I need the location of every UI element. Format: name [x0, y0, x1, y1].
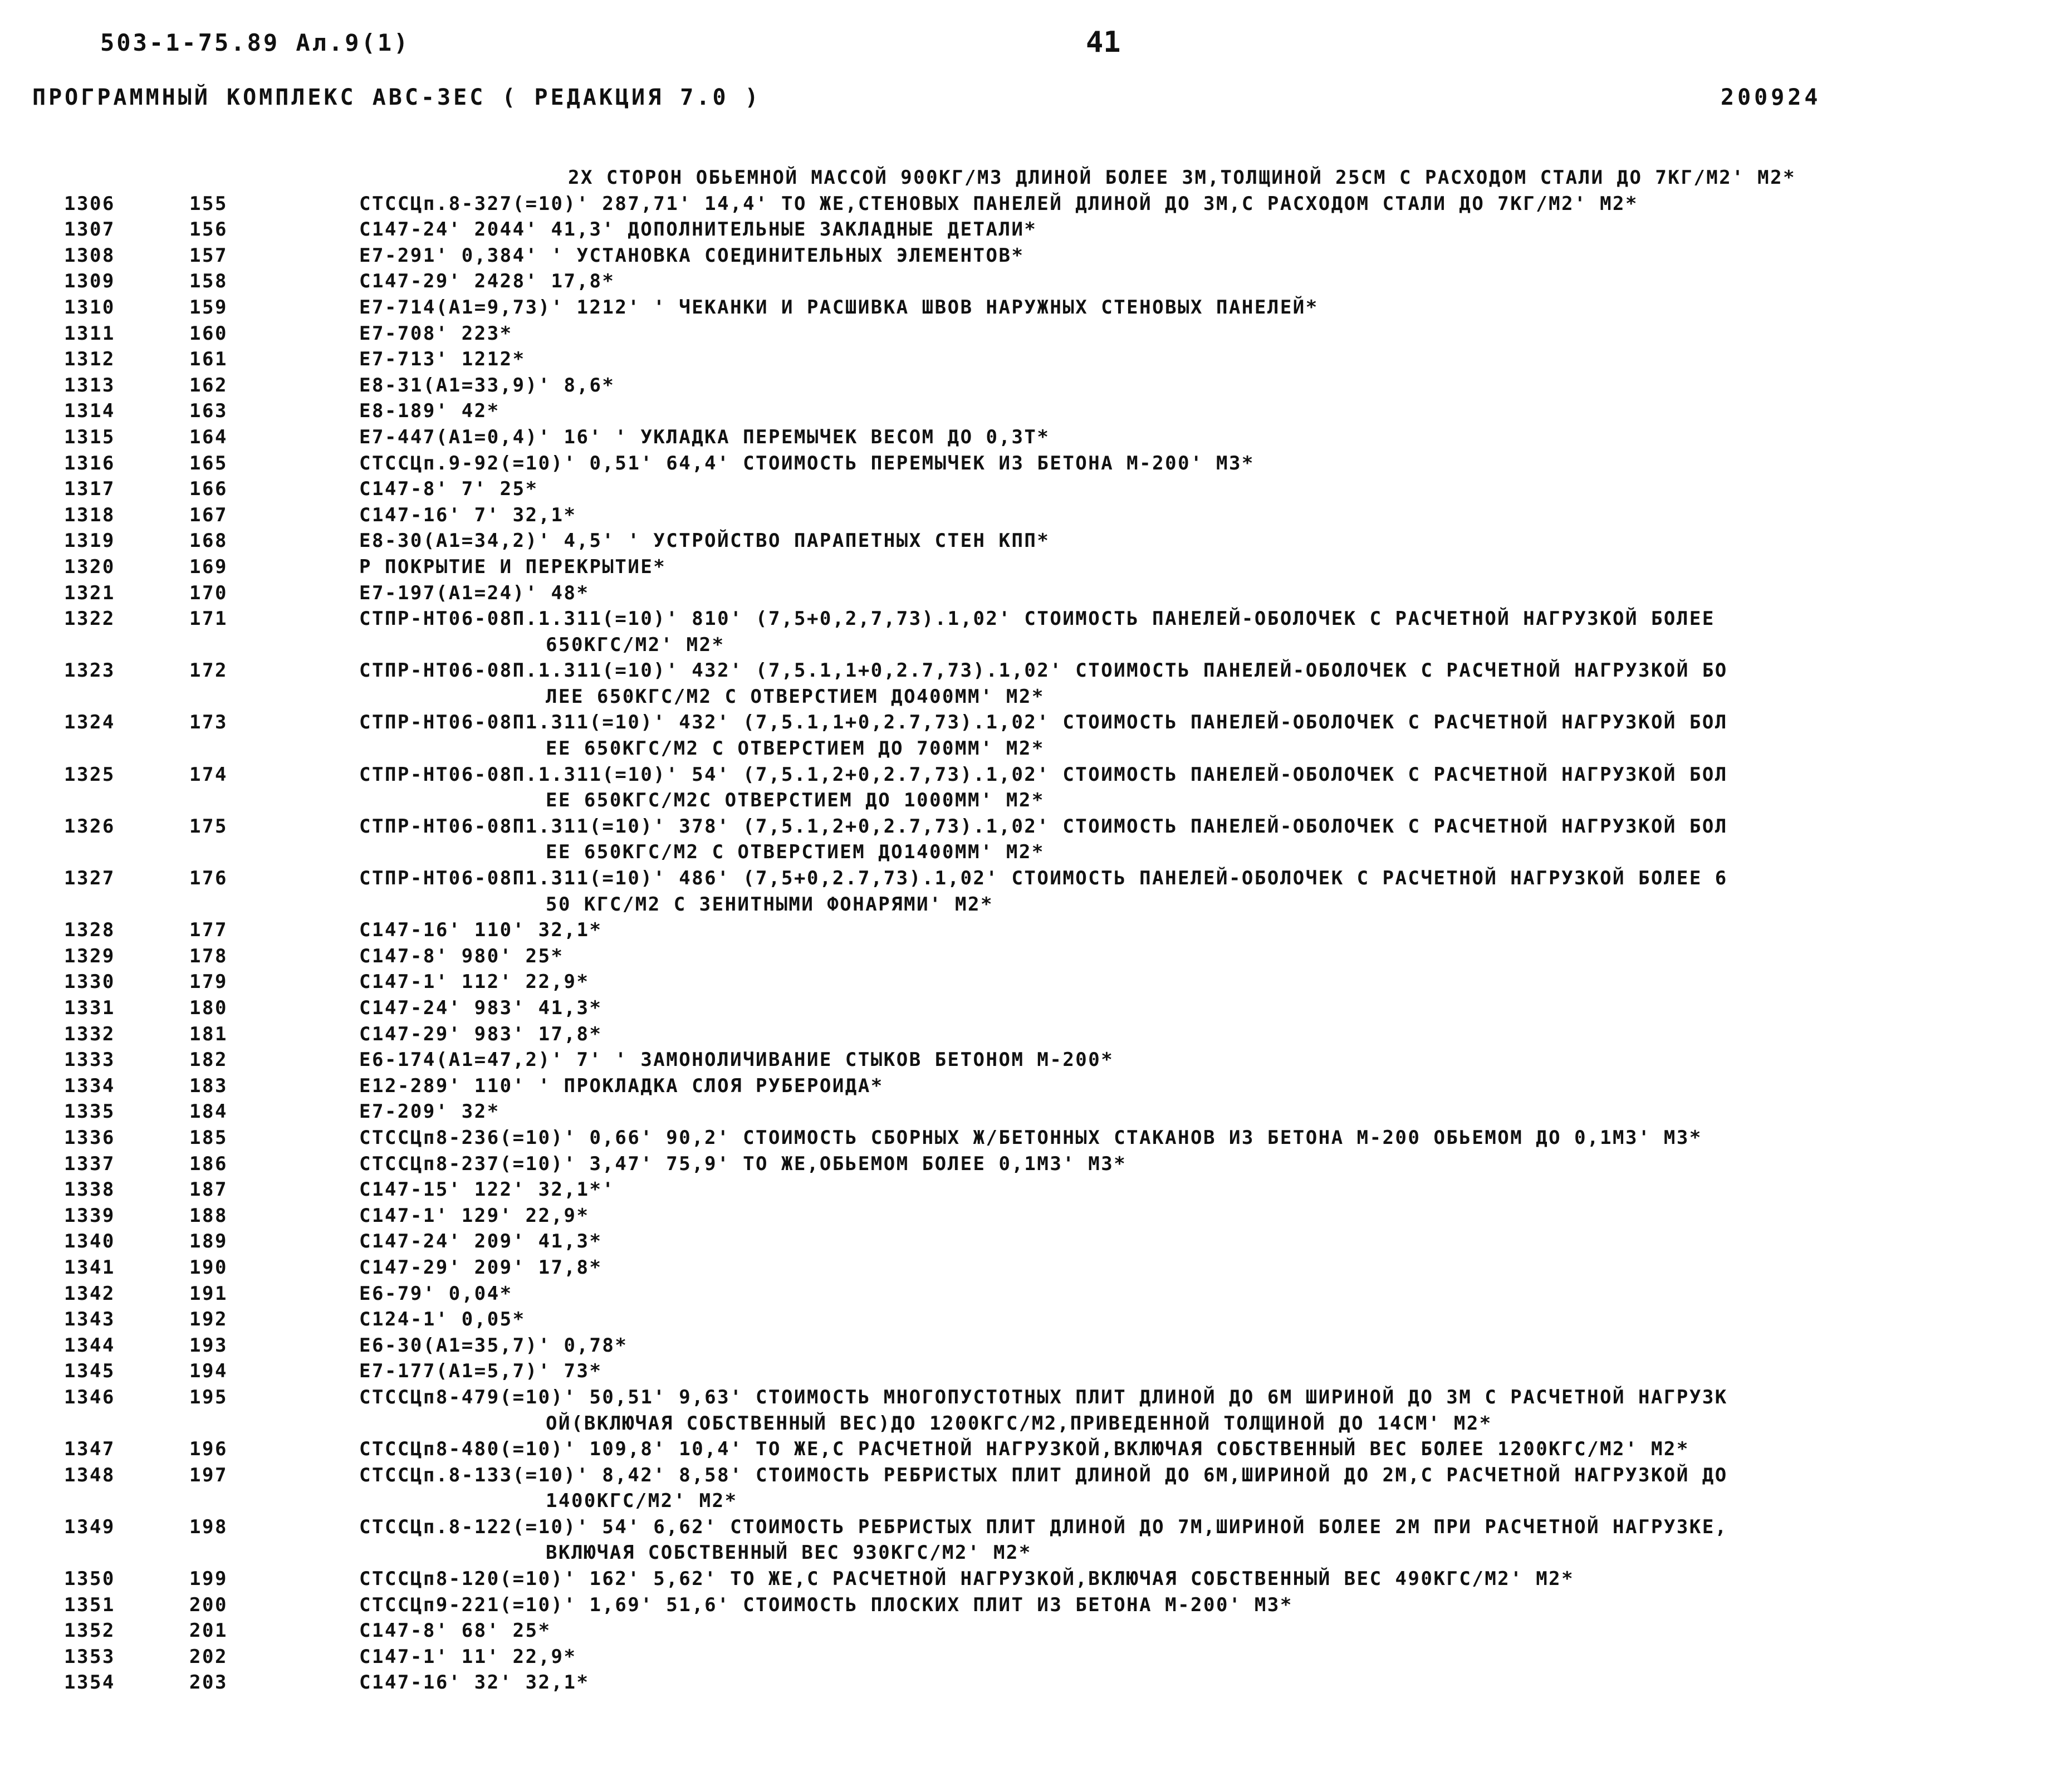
line-number: 1319: [64, 530, 115, 552]
line-text: С147-29' 209' 17,8*: [359, 1256, 603, 1279]
listing-row: [0, 606, 2072, 632]
listing-row: [0, 1125, 2072, 1151]
line-text: С147-24' 2044' 41,3' ДОПОЛНИТЕЛЬНЫЕ ЗАКЛАДНЫЕ ДЕТАЛИ*: [359, 218, 1037, 241]
line-text: 1400КГС/М2' М2*: [546, 1490, 738, 1513]
item-number: 187: [189, 1178, 228, 1201]
line-number: 1352: [64, 1620, 115, 1642]
line-text: С147-8' 68' 25*: [359, 1620, 551, 1642]
item-number: 200: [189, 1593, 228, 1616]
item-number: 170: [189, 581, 228, 604]
listing-row: [0, 1047, 2072, 1073]
line-number: 1320: [64, 555, 115, 578]
line-number: 1333: [64, 1049, 115, 1072]
line-number: 1349: [64, 1515, 115, 1538]
line-text: СТССЦп9-221(=10)' 1,69' 51,6' СТОИМОСТЬ ПЛОСКИХ ПЛИТ ИЗ БЕТОНА М-200' М3*: [359, 1593, 1293, 1616]
listing-row: [0, 268, 2072, 295]
line-text: С147-16' 32' 32,1*: [359, 1671, 590, 1694]
line-text: 2Х СТОРОН ОБЬЕМНОЙ МАССОЙ 900КГ/М3 ДЛИНОЙ БОЛЕЕ 3М,ТОЛЩИНОЙ 25СМ С РАСХОДОМ СТАЛИ ДО 7КГ/М2' М2*: [568, 167, 1796, 189]
line-number: 1318: [64, 503, 115, 526]
item-number: 158: [189, 270, 228, 293]
line-number: 1330: [64, 971, 115, 994]
listing-row: [0, 632, 2072, 658]
item-number: 169: [189, 555, 228, 578]
listing-row: [0, 1670, 2072, 1696]
listing-row: [0, 969, 2072, 995]
listing-row: [0, 1021, 2072, 1048]
line-number: 1339: [64, 1204, 115, 1227]
line-number: 1311: [64, 322, 115, 345]
line-number: 1351: [64, 1593, 115, 1616]
line-text: С124-1' 0,05*: [359, 1308, 526, 1331]
item-number: 183: [189, 1074, 228, 1097]
line-text: Е6-79' 0,04*: [359, 1282, 513, 1305]
line-number: 1343: [64, 1308, 115, 1331]
listing-row: [0, 762, 2072, 788]
item-number: 175: [189, 815, 228, 838]
listing-row: [0, 943, 2072, 970]
listing-row: [0, 995, 2072, 1021]
listing-row: [0, 528, 2072, 554]
item-number: 179: [189, 971, 228, 994]
line-text: С147-8' 7' 25*: [359, 478, 538, 501]
item-number: 186: [189, 1152, 228, 1175]
line-text: С147-8' 980' 25*: [359, 945, 564, 967]
line-text: ЛЕЕ 650КГС/М2 С ОТВЕРСТИЕМ ДО400ММ' М2*: [546, 685, 1045, 708]
listing-row: [0, 1229, 2072, 1255]
line-text: С147-29' 2428' 17,8*: [359, 270, 615, 293]
line-number: 1312: [64, 348, 115, 371]
report-code: 200924: [1721, 85, 1821, 110]
listing-row: [0, 1281, 2072, 1307]
estimate-listing: [0, 165, 2072, 1696]
line-text: Е7-291' 0,384' ' УСТАНОВКА СОЕДИНИТЕЛЬНЫХ ЭЛЕМЕНТОВ*: [359, 244, 1025, 267]
item-number: 157: [189, 244, 228, 267]
item-number: 167: [189, 503, 228, 526]
listing-row: [0, 1436, 2072, 1462]
line-text: СТПР-НТ06-08П.1.311(=10)' 432' (7,5.1,1+0,2.7,73).1,02' СТОИМОСТЬ ПАНЕЛЕЙ-ОБОЛОЧЕК С РАСЧЕТНОЙ НАГРУЗКОЙ БО: [359, 659, 1728, 682]
line-text: С147-29' 983' 17,8*: [359, 1022, 603, 1045]
line-text: СТССЦп.8-327(=10)' 287,71' 14,4' ТО ЖЕ,СТЕНОВЫХ ПАНЕЛЕЙ ДЛИНОЙ ДО 3М,С РАСХОДОМ СТАЛИ ДО 7КГ/М2' М2*: [359, 192, 1638, 215]
item-number: 166: [189, 478, 228, 501]
listing-row: [0, 710, 2072, 736]
item-number: 174: [189, 763, 228, 786]
line-text: С147-16' 7' 32,1*: [359, 503, 577, 526]
line-text: СТССЦп8-479(=10)' 50,51' 9,63' СТОИМОСТЬ МНОГОПУСТОТНЫХ ПЛИТ ДЛИНОЙ ДО 6М ШИРИНОЙ ДО 3М С РАСЧЕТНОЙ НАГРУЗК: [359, 1386, 1728, 1408]
line-number: 1336: [64, 1126, 115, 1149]
line-text: СТССЦп8-120(=10)' 162' 5,62' ТО ЖЕ,С РАСЧЕТНОЙ НАГРУЗКОЙ,ВКЛЮЧАЯ СОБСТВЕННЫЙ ВЕС 490КГС/М2' М2*: [359, 1568, 1575, 1591]
item-number: 203: [189, 1671, 228, 1694]
line-text: ЕЕ 650КГС/М2С ОТВЕРСТИЕМ ДО 1000ММ' М2*: [546, 789, 1045, 812]
listing-row: [0, 787, 2072, 814]
item-number: 176: [189, 867, 228, 890]
listing-row: [0, 1151, 2072, 1177]
line-number: 1323: [64, 659, 115, 682]
listing-row: [0, 346, 2072, 373]
line-number: 1314: [64, 400, 115, 423]
line-text: СТССЦп8-237(=10)' 3,47' 75,9' ТО ЖЕ,ОБЬЕМОМ БОЛЕЕ 0,1М3' М3*: [359, 1152, 1127, 1175]
item-number: 172: [189, 659, 228, 682]
line-number: 1327: [64, 867, 115, 890]
line-text: Е6-174(А1=47,2)' 7' ' ЗАМОНОЛИЧИВАНИЕ СТЫКОВ БЕТОНОМ М-200*: [359, 1049, 1114, 1072]
listing-row: [0, 451, 2072, 477]
listing-row: [0, 1384, 2072, 1411]
listing-row: [0, 1333, 2072, 1359]
line-number: 1338: [64, 1178, 115, 1201]
line-text: Е12-289' 110' ' ПРОКЛАДКА СЛОЯ РУБЕРОИДА*: [359, 1074, 884, 1097]
item-number: 178: [189, 945, 228, 967]
line-number: 1329: [64, 945, 115, 967]
listing-row: [0, 580, 2072, 606]
line-number: 1335: [64, 1100, 115, 1123]
listing-row: [0, 1358, 2072, 1384]
line-text: Р ПОКРЫТИЕ И ПЕРЕКРЫТИЕ*: [359, 555, 667, 578]
item-number: 177: [189, 919, 228, 942]
line-text: СТПР-НТ06-08П1.311(=10)' 432' (7,5.1,1+0,2.7,73).1,02' СТОИМОСТЬ ПАНЕЛЕЙ-ОБОЛОЧЕК С РАСЧЕТНОЙ НАГРУЗКОЙ БОЛ: [359, 711, 1728, 734]
line-number: 1321: [64, 581, 115, 604]
line-number: 1316: [64, 452, 115, 474]
program-title: ПРОГРАММНЫЙ КОМПЛЕКС АВС-ЗЕС ( РЕДАКЦИЯ 7.0 ): [32, 85, 761, 110]
listing-row: [0, 736, 2072, 762]
listing-row: [0, 684, 2072, 710]
listing-row: [0, 1073, 2072, 1099]
listing-row: [0, 865, 2072, 892]
line-text: 650КГС/М2' М2*: [546, 633, 725, 656]
line-text: СТПР-НТ06-08П1.311(=10)' 486' (7,5+0,2.7,73).1,02' СТОИМОСТЬ ПАНЕЛЕЙ-ОБОЛОЧЕК С РАСЧЕТНОЙ НАГРУЗКОЙ БОЛЕЕ 6: [359, 867, 1728, 890]
item-number: 168: [189, 530, 228, 552]
line-number: 1331: [64, 997, 115, 1019]
line-text: ВКЛЮЧАЯ СОБСТВЕННЫЙ ВЕС 930КГС/М2' М2*: [546, 1542, 1032, 1564]
page-number: 41: [1086, 26, 1121, 59]
line-text: СТССЦп.8-133(=10)' 8,42' 8,58' СТОИМОСТЬ РЕБРИСТЫХ ПЛИТ ДЛИНОЙ ДО 6М,ШИРИНОЙ ДО 2М,С РАСЧЕТНОЙ НАГРУЗКОЙ ДО: [359, 1464, 1728, 1486]
item-number: 162: [189, 374, 228, 397]
line-text: ЕЕ 650КГС/М2 С ОТВЕРСТИЕМ ДО 700ММ' М2*: [546, 737, 1045, 760]
line-number: 1325: [64, 763, 115, 786]
line-text: С147-1' 129' 22,9*: [359, 1204, 590, 1227]
line-text: Е7-177(А1=5,7)' 73*: [359, 1360, 603, 1383]
item-number: 165: [189, 452, 228, 474]
line-number: 1344: [64, 1334, 115, 1357]
line-number: 1353: [64, 1645, 115, 1668]
line-text: Е7-197(А1=24)' 48*: [359, 581, 590, 604]
listing-row: [0, 917, 2072, 943]
item-number: 182: [189, 1049, 228, 1072]
item-number: 196: [189, 1438, 228, 1461]
listing-row: [0, 217, 2072, 243]
listing-row: [0, 1203, 2072, 1229]
item-number: 173: [189, 711, 228, 734]
listing-row: [0, 243, 2072, 269]
line-number: 1341: [64, 1256, 115, 1279]
line-number: 1354: [64, 1671, 115, 1694]
line-text: СТПР-НТ06-08П.1.311(=10)' 810' (7,5+0,2,7,73).1,02' СТОИМОСТЬ ПАНЕЛЕЙ-ОБОЛОЧЕК С РАСЧЕТНОЙ НАГРУЗКОЙ БОЛЕЕ: [359, 608, 1715, 630]
line-text: Е7-447(А1=0,4)' 16' ' УКЛАДКА ПЕРЕМЫЧЕК ВЕСОМ ДО 0,3Т*: [359, 425, 1050, 448]
item-number: 163: [189, 400, 228, 423]
item-number: 160: [189, 322, 228, 345]
item-number: 199: [189, 1568, 228, 1591]
line-text: СТССЦп8-236(=10)' 0,66' 90,2' СТОИМОСТЬ СБОРНЫХ Ж/БЕТОННЫХ СТАКАНОВ ИЗ БЕТОНА М-200 ОБЬЕМОМ ДО 0,1М3' М3*: [359, 1126, 1702, 1149]
line-text: Е7-714(А1=9,73)' 1212' ' ЧЕКАНКИ И РАСШИВКА ШВОВ НАРУЖНЫХ СТЕНОВЫХ ПАНЕЛЕЙ*: [359, 296, 1319, 319]
listing-row: [0, 1488, 2072, 1514]
line-number: 1322: [64, 608, 115, 630]
line-number: 1346: [64, 1386, 115, 1408]
item-number: 188: [189, 1204, 228, 1227]
line-text: С147-1' 11' 22,9*: [359, 1645, 577, 1668]
line-text: СТПР-НТ06-08П.1.311(=10)' 54' (7,5.1,2+0,2.7,73).1,02' СТОИМОСТЬ ПАНЕЛЕЙ-ОБОЛОЧЕК С РАСЧЕТНОЙ НАГРУЗКОЙ БОЛ: [359, 763, 1728, 786]
line-number: 1345: [64, 1360, 115, 1383]
item-number: 156: [189, 218, 228, 241]
line-number: 1309: [64, 270, 115, 293]
line-number: 1315: [64, 425, 115, 448]
line-text: Е7-209' 32*: [359, 1100, 500, 1123]
listing-row: [0, 1566, 2072, 1592]
line-number: 1347: [64, 1438, 115, 1461]
line-number: 1350: [64, 1568, 115, 1591]
listing-row: [0, 1462, 2072, 1489]
listing-row: [0, 1307, 2072, 1333]
listing-row: [0, 1177, 2072, 1203]
line-number: 1326: [64, 815, 115, 838]
line-number: 1337: [64, 1152, 115, 1175]
listing-row: [0, 814, 2072, 840]
item-number: 192: [189, 1308, 228, 1331]
listing-row: [0, 892, 2072, 918]
item-number: 190: [189, 1256, 228, 1279]
line-text: С147-15' 122' 32,1*': [359, 1178, 615, 1201]
line-text: Е6-30(А1=35,7)' 0,78*: [359, 1334, 628, 1357]
line-number: 1313: [64, 374, 115, 397]
listing-row: [0, 554, 2072, 580]
item-number: 197: [189, 1464, 228, 1486]
listing-row: [0, 1514, 2072, 1540]
listing-row: [0, 1592, 2072, 1618]
item-number: 164: [189, 425, 228, 448]
listing-row: [0, 1099, 2072, 1125]
listing-row: [0, 1411, 2072, 1437]
line-text: С147-16' 110' 32,1*: [359, 919, 603, 942]
listing-row: [0, 502, 2072, 529]
listing-row: [0, 424, 2072, 451]
line-number: 1328: [64, 919, 115, 942]
line-text: Е7-713' 1212*: [359, 348, 526, 371]
line-number: 1324: [64, 711, 115, 734]
item-number: 198: [189, 1515, 228, 1538]
line-number: 1308: [64, 244, 115, 267]
listing-row: [0, 1618, 2072, 1644]
line-text: С147-1' 112' 22,9*: [359, 971, 590, 994]
line-number: 1340: [64, 1230, 115, 1253]
listing-row: [0, 373, 2072, 399]
item-number: 171: [189, 608, 228, 630]
line-text: Е8-30(А1=34,2)' 4,5' ' УСТРОЙСТВО ПАРАПЕТНЫХ СТЕН КПП*: [359, 530, 1050, 552]
listing-row: [0, 1540, 2072, 1566]
listing-row: [0, 476, 2072, 502]
line-number: 1332: [64, 1022, 115, 1045]
line-text: С147-24' 983' 41,3*: [359, 997, 603, 1019]
item-number: 202: [189, 1645, 228, 1668]
listing-row: [0, 191, 2072, 217]
line-text: Е8-31(А1=33,9)' 8,6*: [359, 374, 615, 397]
line-number: 1307: [64, 218, 115, 241]
line-text: ОЙ(ВКЛЮЧАЯ СОБСТВЕННЫЙ ВЕС)ДО 1200КГС/М2,ПРИВЕДЕННОЙ ТОЛЩИНОЙ ДО 14СМ' М2*: [546, 1412, 1492, 1435]
listing-row: [0, 839, 2072, 865]
item-number: 193: [189, 1334, 228, 1357]
item-number: 191: [189, 1282, 228, 1305]
item-number: 180: [189, 997, 228, 1019]
line-number: 1348: [64, 1464, 115, 1486]
line-number: 1306: [64, 192, 115, 215]
listing-row: [0, 295, 2072, 321]
line-number: 1334: [64, 1074, 115, 1097]
listing-row: [0, 658, 2072, 684]
line-text: С147-24' 209' 41,3*: [359, 1230, 603, 1253]
item-number: 189: [189, 1230, 228, 1253]
item-number: 181: [189, 1022, 228, 1045]
line-number: 1310: [64, 296, 115, 319]
listing-row: [0, 1644, 2072, 1670]
listing-row: [0, 398, 2072, 424]
listing-row: [0, 165, 2072, 191]
line-text: СТССЦп8-480(=10)' 109,8' 10,4' ТО ЖЕ,С РАСЧЕТНОЙ НАГРУЗКОЙ,ВКЛЮЧАЯ СОБСТВЕННЫЙ ВЕС БОЛЕЕ 1200КГС/М2' М2*: [359, 1438, 1689, 1461]
item-number: 159: [189, 296, 228, 319]
line-text: СТССЦп.8-122(=10)' 54' 6,62' СТОИМОСТЬ РЕБРИСТЫХ ПЛИТ ДЛИНОЙ ДО 7М,ШИРИНОЙ БОЛЕЕ 2М ПРИ РАСЧЕТНОЙ НАГРУЗКЕ,: [359, 1515, 1728, 1538]
listing-row: [0, 321, 2072, 347]
line-text: СТПР-НТ06-08П1.311(=10)' 378' (7,5.1,2+0,2.7,73).1,02' СТОИМОСТЬ ПАНЕЛЕЙ-ОБОЛОЧЕК С РАСЧЕТНОЙ НАГРУЗКОЙ БОЛ: [359, 815, 1728, 838]
line-number: 1317: [64, 478, 115, 501]
line-text: Е7-708' 223*: [359, 322, 513, 345]
document-reference: 503-1-75.89 Ал.9(1): [100, 29, 410, 56]
line-number: 1342: [64, 1282, 115, 1305]
line-text: Е8-189' 42*: [359, 400, 500, 423]
line-text: ЕЕ 650КГС/М2 С ОТВЕРСТИЕМ ДО1400ММ' М2*: [546, 841, 1045, 864]
item-number: 185: [189, 1126, 228, 1149]
item-number: 195: [189, 1386, 228, 1408]
line-text: 50 КГС/М2 С ЗЕНИТНЫМИ ФОНАРЯМИ' М2*: [546, 893, 993, 916]
item-number: 184: [189, 1100, 228, 1123]
item-number: 201: [189, 1620, 228, 1642]
item-number: 155: [189, 192, 228, 215]
listing-row: [0, 1255, 2072, 1281]
item-number: 161: [189, 348, 228, 371]
item-number: 194: [189, 1360, 228, 1383]
line-text: СТССЦп.9-92(=10)' 0,51' 64,4' СТОИМОСТЬ ПЕРЕМЫЧЕК ИЗ БЕТОНА М-200' М3*: [359, 452, 1255, 474]
